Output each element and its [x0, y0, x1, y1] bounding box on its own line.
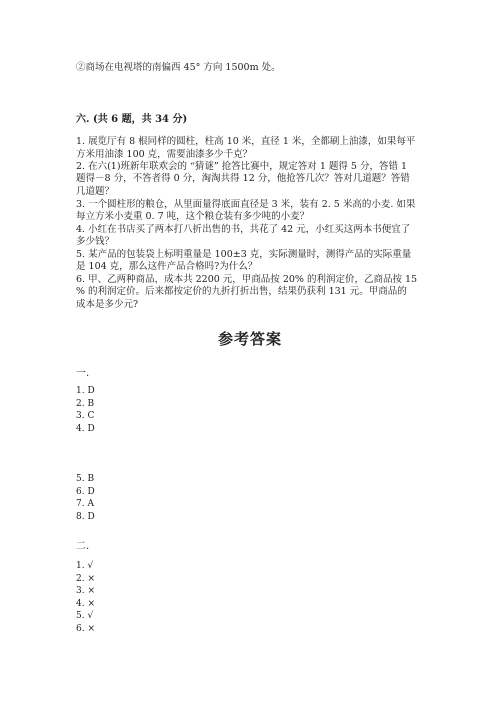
answer-item: 7. A: [76, 499, 94, 509]
question-line: 2. 在六(1)班新年联欢会的 “猜谜” 抢答比赛中，规定答对 1 题得 5 分，答错 1: [76, 161, 408, 172]
answer-item: 6. ×: [76, 623, 95, 634]
question-line: 几道题？: [76, 186, 115, 197]
question-line: 每立方米小麦重 0. 7 吨，这个粮仓装有多少吨的小麦？: [76, 211, 310, 222]
answer-item: 3. ×: [76, 586, 95, 596]
answer-item: 3. C: [76, 411, 95, 421]
part1-answers-group1: [76, 385, 95, 435]
part2-answers: [76, 560, 95, 635]
answer-item: 6. D: [76, 486, 95, 497]
question-line: 方米用油漆 100 克，需要油漆多少千克？: [76, 149, 253, 160]
question-line: % 的利润定价。后来都按定价的九折打折出售，结果仍获利 131 元。甲商品的: [76, 286, 407, 297]
question-line: 多少钱？: [76, 236, 115, 247]
answers-title: 参考答案: [217, 330, 282, 348]
part1-title: 一.: [76, 368, 90, 379]
section6-title: 六. (共 6 题，共 34 分): [76, 114, 188, 125]
answer-item: 8. D: [76, 511, 95, 522]
question-line: 题得－8 分，不答者得 0 分，淘淘共得 12 分，他抢答几次？答对几道题？答错: [76, 173, 410, 184]
question-line: 3. 一个圆柱形的粮仓，从里面量得底面直径是 3 米，装有 2. 5 米高的小麦. 如果: [76, 199, 416, 210]
question-line: 5. 某产品的包装袋上标明重量是 100±3 克，实际测量时，测得产品的实际重量: [76, 249, 412, 260]
answer-item: 4. ×: [76, 598, 95, 609]
question-line: 6. 甲、乙两种商品，成本共 2200 元，甲商品按 20% 的利润定价，乙商品按 15: [76, 274, 418, 285]
answer-item: 1. D: [76, 386, 95, 396]
answer-item: 2. B: [76, 398, 95, 409]
question-line: 成本是多少元?: [76, 299, 139, 310]
part2-title: 二.: [76, 541, 90, 552]
question-line: 是 104 克，那么这件产品合格吗?为什么？: [76, 261, 258, 272]
part1-answers-group2: [76, 473, 95, 523]
question-line: 1. 展览厅有 8 根同样的圆柱，柱高 10 米，直径 1 米，全都刷上油漆，如果每平: [76, 136, 416, 147]
answer-item: 2. ×: [76, 573, 95, 584]
answer-item: 4. D: [76, 423, 95, 434]
answer-item: 1. √: [76, 561, 94, 571]
answer-item: 5. √: [76, 611, 94, 621]
answer-item: 5. B: [76, 474, 95, 484]
top-answer-line: ②商场在电视塔的南偏西 45° 方向 1500m 处。: [76, 62, 281, 73]
question-line: 4. 小红在书店买了两本打八折出售的书，共花了 42 元，小红买这两本书便宜了: [76, 224, 411, 235]
